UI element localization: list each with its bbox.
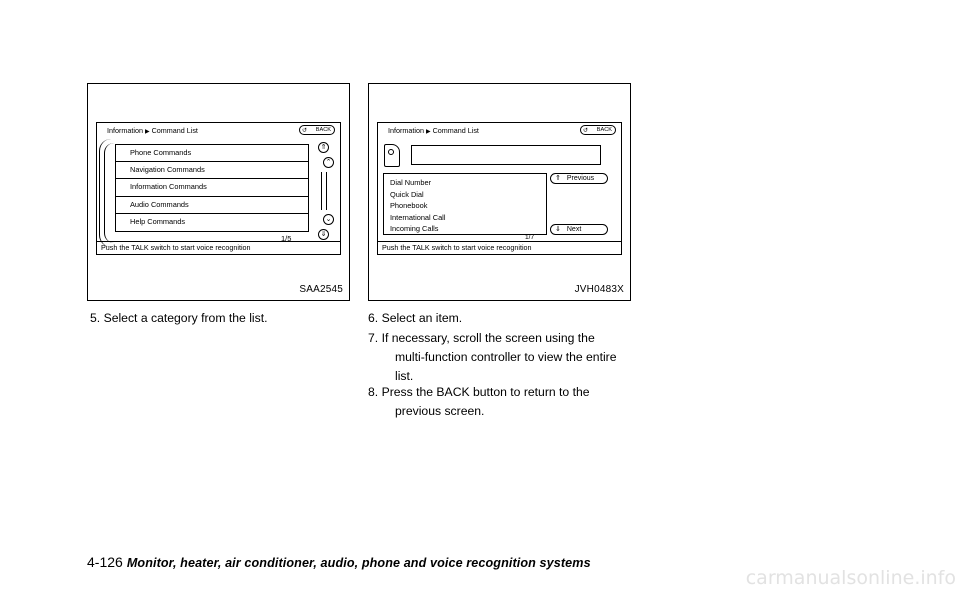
chapter-title: Monitor, heater, air conditioner, audio, phone and voice recognition systems — [126, 556, 591, 570]
page-up-icon: ⇑ — [555, 175, 561, 182]
page-indicator: 1/5 — [281, 234, 292, 243]
breadcrumb-arrow-icon: ▶ — [425, 129, 431, 135]
back-arrow-icon: ↺ — [302, 128, 308, 134]
step-text-line-3: list. — [395, 369, 414, 383]
breadcrumb — [107, 126, 198, 135]
step-8 — [368, 383, 590, 421]
breadcrumb-arrow-icon: ▶ — [144, 129, 150, 135]
list-item-help-commands[interactable]: Help Commands — [115, 214, 309, 232]
back-label: BACK — [315, 127, 331, 133]
scroll-control — [314, 142, 336, 242]
page-footer — [87, 554, 591, 572]
list-item-quick-dial[interactable]: Quick Dial — [390, 189, 424, 199]
step-text-line-2: multi-function controller to view the entire — [395, 350, 617, 364]
next-label: Next — [566, 226, 582, 233]
step-text-line-1: Press the BACK button to return to the — [381, 385, 590, 399]
scroll-up-icon[interactable]: ⌃ — [323, 157, 334, 168]
scrollbar[interactable] — [321, 172, 327, 210]
watermark: carmanualsonline.info — [745, 567, 956, 589]
list-item-phonebook[interactable]: Phonebook — [390, 201, 428, 211]
breadcrumb-parent: Information — [107, 126, 143, 135]
step-text: Select an item. — [381, 311, 463, 325]
breadcrumb-current: Command List — [432, 126, 479, 135]
breadcrumb-parent: Information — [388, 126, 424, 135]
next-button[interactable] — [550, 224, 608, 235]
step-number: 6. — [368, 311, 379, 325]
breadcrumb-current: Command List — [151, 126, 198, 135]
screen-header — [378, 123, 621, 137]
back-button[interactable] — [580, 125, 616, 135]
recognized-text-box — [411, 145, 601, 165]
status-message: Push the TALK switch to start voice recognition — [97, 241, 340, 254]
command-item-list — [383, 173, 547, 235]
step-text: Select a category from the list. — [103, 311, 268, 325]
page-indicator: 1/7 — [525, 234, 535, 241]
list-item-navigation-commands[interactable]: Navigation Commands — [115, 162, 309, 180]
scroll-down-icon[interactable]: ⌄ — [323, 214, 334, 225]
page-down-icon[interactable]: ⇓ — [318, 229, 329, 240]
screen-header — [97, 123, 340, 137]
list-item-dial-number[interactable]: Dial Number — [390, 178, 432, 187]
step-7 — [368, 329, 617, 386]
back-button[interactable] — [299, 125, 335, 135]
figure-code: SAA2545 — [299, 284, 343, 295]
list-item-information-commands[interactable]: Information Commands — [115, 179, 309, 197]
display-screen — [96, 122, 341, 255]
previous-label: Previous — [566, 175, 595, 182]
list-item-international-call[interactable]: International Call — [390, 212, 446, 222]
figure-code: JVH0483X — [574, 284, 624, 295]
step-number: 7. — [368, 331, 379, 345]
step-text-line-1: If necessary, scroll the screen using the — [381, 331, 595, 345]
step-6 — [368, 309, 462, 328]
list-item-phone-commands[interactable]: Phone Commands — [115, 144, 309, 162]
figure-command-items — [368, 83, 631, 301]
list-item-audio-commands[interactable]: Audio Commands — [115, 197, 309, 215]
breadcrumb — [388, 126, 479, 135]
page-down-icon: ⇓ — [555, 226, 561, 233]
display-screen — [377, 122, 622, 255]
list-item-incoming-calls[interactable]: Incoming Calls — [390, 224, 439, 234]
back-arrow-icon: ↺ — [583, 128, 589, 134]
step-number: 8. — [368, 385, 379, 399]
status-message: Push the TALK switch to start voice recognition — [378, 241, 621, 254]
page-up-icon[interactable]: ⇑ — [318, 142, 329, 153]
command-category-list — [115, 144, 309, 232]
previous-button[interactable] — [550, 173, 608, 184]
page-number: 4-126 — [87, 554, 123, 570]
step-number: 5. — [90, 311, 101, 325]
back-label: BACK — [596, 127, 612, 133]
figure-command-categories — [87, 83, 350, 301]
step-5 — [90, 309, 268, 328]
step-text-line-2: previous screen. — [395, 404, 485, 418]
controller-arc-inner — [104, 143, 114, 243]
voice-recognition-icon — [384, 144, 400, 167]
